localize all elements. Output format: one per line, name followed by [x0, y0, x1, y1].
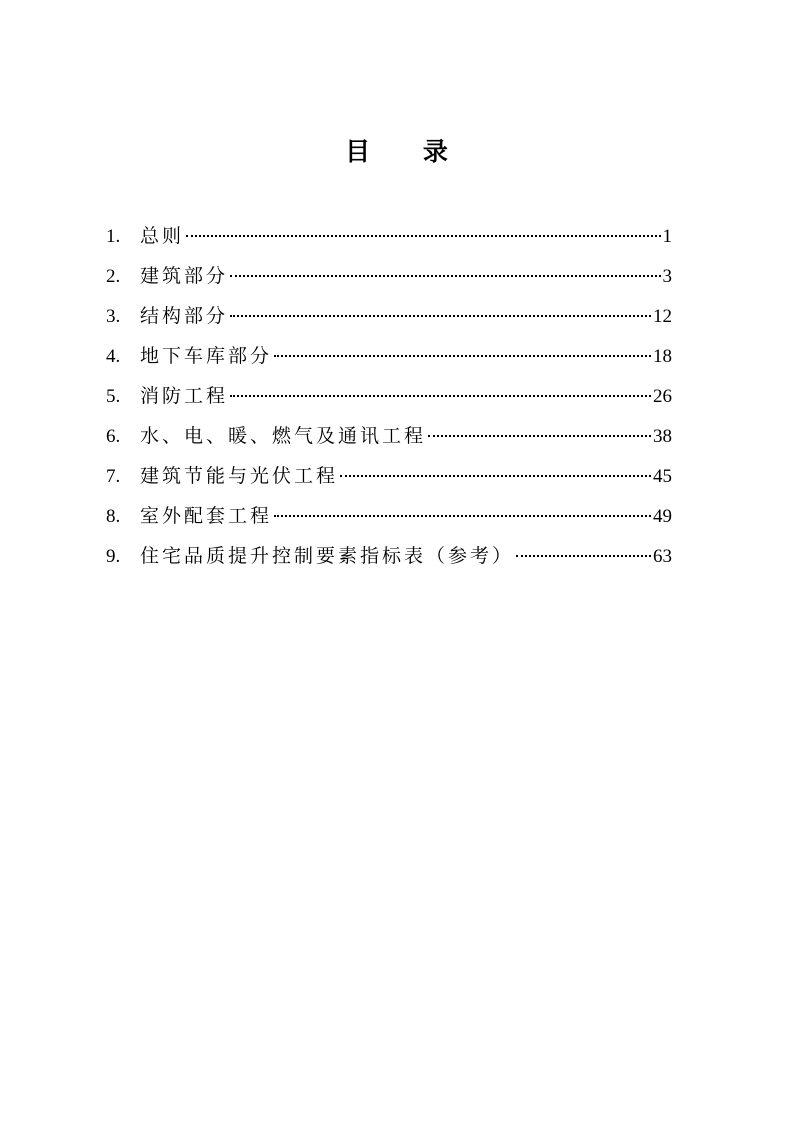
toc-entry-1[interactable] [106, 216, 672, 256]
toc-entry-8[interactable] [106, 496, 672, 536]
dot-leader [230, 315, 651, 317]
toc-entry-3[interactable] [106, 296, 672, 336]
toc-entry-number: 7. [106, 466, 121, 487]
dot-leader [230, 275, 660, 277]
dot-leader [230, 395, 651, 397]
toc-entry-number: 5. [106, 386, 121, 407]
toc-entry-page: 3 [662, 266, 672, 287]
dot-leader [516, 555, 651, 557]
dot-leader [186, 235, 660, 237]
toc-entry-4[interactable] [106, 336, 672, 376]
dot-leader [274, 515, 651, 517]
toc-entry-2[interactable] [106, 256, 672, 296]
toc-entry-page: 49 [653, 506, 672, 527]
toc-entry-5[interactable] [106, 376, 672, 416]
toc-entry-number: 9. [106, 546, 121, 567]
toc-entry-page: 1 [662, 226, 672, 247]
toc-entry-page: 38 [653, 426, 672, 447]
toc-entry-title: 地下车库部分 [140, 345, 273, 367]
toc-entry-title: 室外配套工程 [140, 505, 273, 527]
toc-entry-number: 2. [106, 266, 121, 287]
toc-entry-page: 18 [653, 346, 672, 367]
toc-entry-page: 26 [653, 386, 672, 407]
dot-leader [340, 475, 651, 477]
toc-entry-title: 总则 [140, 225, 185, 247]
toc-entry-page: 12 [653, 306, 672, 327]
toc-entry-9[interactable] [106, 536, 672, 576]
toc-entry-6[interactable] [106, 416, 672, 456]
table-of-contents [106, 216, 672, 576]
toc-entry-title: 建筑节能与光伏工程 [140, 465, 339, 487]
toc-entry-7[interactable] [106, 456, 672, 496]
toc-entry-number: 1. [106, 226, 121, 247]
toc-entry-number: 3. [106, 306, 121, 327]
toc-entry-title: 建筑部分 [140, 265, 229, 287]
dot-leader [428, 435, 651, 437]
toc-entry-title: 水、电、暖、燃气及通讯工程 [140, 425, 427, 447]
toc-entry-number: 6. [106, 426, 121, 447]
toc-entry-title: 结构部分 [140, 305, 229, 327]
page-title: 目 录 [345, 137, 470, 166]
toc-entry-page: 63 [653, 546, 672, 567]
dot-leader [274, 355, 651, 357]
toc-entry-number: 4. [106, 346, 121, 367]
toc-entry-number: 8. [106, 506, 121, 527]
toc-entry-title: 住宅品质提升控制要素指标表（参考） [140, 545, 515, 567]
toc-entry-title: 消防工程 [140, 385, 229, 407]
toc-entry-page: 45 [653, 466, 672, 487]
